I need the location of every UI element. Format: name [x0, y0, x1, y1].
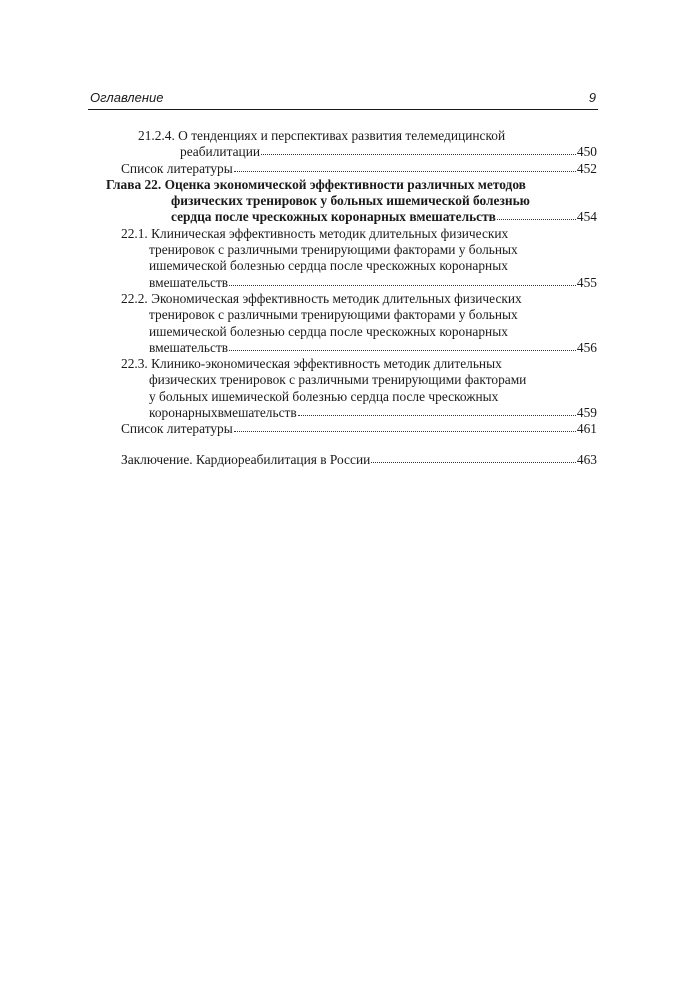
toc-page-number: 456: [576, 339, 597, 355]
toc-entry-text-line: сердца после чрескожных коронарных вмешательств: [171, 209, 496, 225]
toc-page-number: 463: [576, 451, 597, 467]
toc-entry-text-line: физических тренировок с различными тренирующими факторами: [149, 372, 527, 388]
table-of-contents: [0, 128, 700, 468]
toc-entry-text-line: 22.3. Клинико-экономическая эффективность методик длительных: [121, 356, 502, 372]
toc-entry-text-line: у больных ишемической болезнью сердца после чрескожных: [149, 388, 499, 404]
dot-leader: [298, 413, 576, 416]
toc-entry-text-line: 22.1. Клиническая эффективность методик длительных физических: [121, 225, 509, 241]
page-number: 9: [588, 90, 596, 105]
toc-entry-22-3[interactable]: [0, 356, 597, 421]
toc-entry-text-line: Глава 22. Оценка экономической эффективности различных методов: [106, 176, 526, 192]
toc-entry-22-1[interactable]: [0, 226, 597, 291]
toc-entry-conclusion[interactable]: [0, 452, 597, 468]
toc-entry-text-line: тренировок с различными тренирующими факторами у больных: [149, 307, 518, 323]
dot-leader: [261, 152, 576, 155]
toc-entry-references-21[interactable]: [0, 161, 597, 177]
toc-entry-text-line: вмешательств: [149, 339, 229, 355]
toc-page-number: 450: [576, 144, 597, 160]
toc-entry-text-line: 22.2. Экономическая эффективность методик длительных физических: [121, 290, 522, 306]
toc-entry-text-line: тренировок с различными тренирующими факторами у больных: [149, 242, 518, 258]
dot-leader: [229, 348, 576, 351]
toc-page-number: 452: [576, 160, 597, 176]
toc-entry-21-2-4[interactable]: [0, 128, 597, 161]
toc-page-number: 454: [576, 209, 597, 225]
toc-entry-chapter-22[interactable]: [0, 177, 597, 226]
toc-page-number: 455: [576, 274, 597, 290]
toc-entry-text-line: вмешательств: [149, 274, 229, 290]
toc-page-number: 461: [576, 421, 597, 437]
toc-entry-text-line: ишемической болезнью сердца после чрескожных коронарных: [149, 323, 508, 339]
toc-entry-text-line: ишемической болезнью сердца после чрескожных коронарных: [149, 258, 508, 274]
toc-entry-text-line: Список литературы: [121, 160, 233, 176]
toc-entry-text-line: Список литературы: [121, 421, 233, 437]
dot-leader: [234, 429, 576, 432]
running-head-title: Оглавление: [90, 90, 164, 105]
toc-entry-text-line: физических тренировок у больных ишемической болезнью: [171, 193, 530, 209]
dot-leader: [371, 460, 576, 463]
toc-entry-text-line: 21.2.4. О тенденциях и перспективах развития телемедицинской: [138, 128, 506, 143]
dot-leader: [234, 169, 576, 172]
toc-entry-text-line: реабилитации: [180, 144, 261, 160]
toc-page-number: 459: [576, 405, 597, 421]
toc-entry-references-22[interactable]: [0, 421, 597, 437]
running-head: [88, 90, 598, 110]
dot-leader: [229, 283, 576, 286]
toc-entry-text-line: Заключение. Кардиореабилитация в России: [121, 451, 371, 467]
dot-leader: [497, 217, 576, 220]
toc-entry-text-line: коронарныхвмешательств: [149, 405, 297, 421]
toc-entry-22-2[interactable]: [0, 291, 597, 356]
